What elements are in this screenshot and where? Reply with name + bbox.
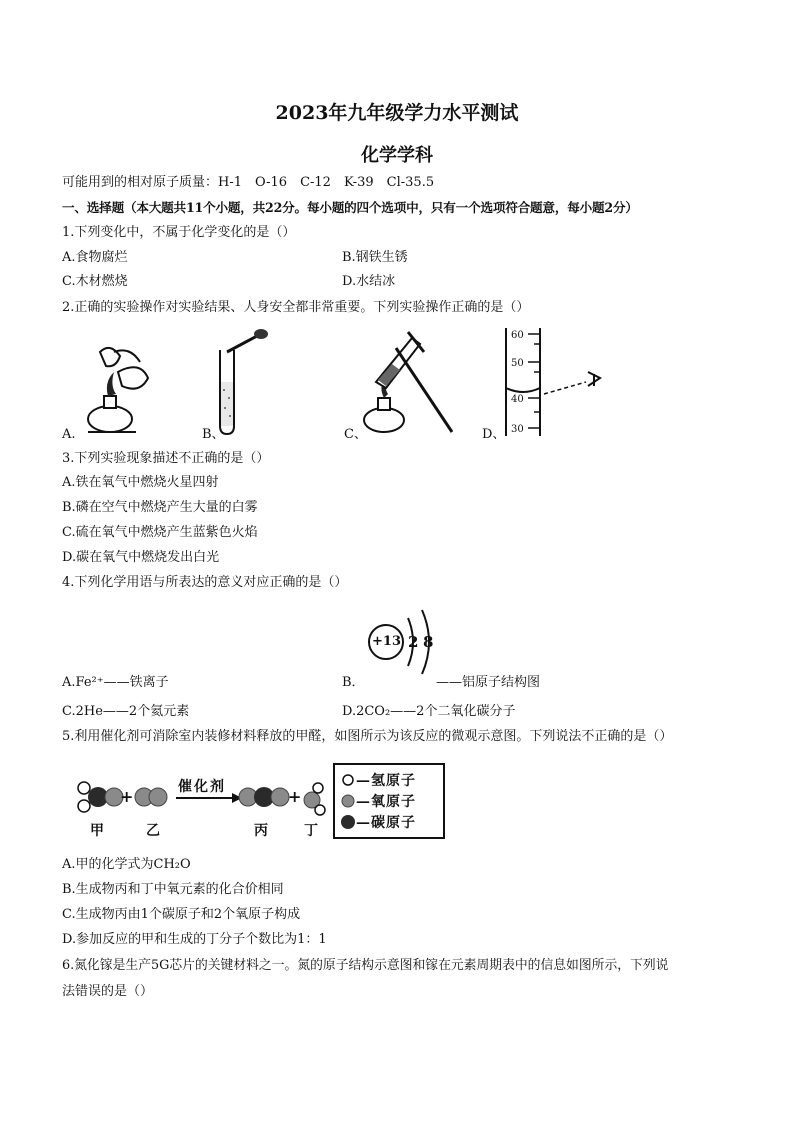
q3-option-b: B.磷在空气中燃烧产生大量的白雾: [62, 500, 258, 515]
q5-option-c: C.生成物丙由1个碳原子和2个氧原子构成: [62, 907, 301, 922]
cylinder-tick-50: 50: [511, 358, 524, 369]
carbon-dioxide-molecule: [239, 787, 289, 807]
atomic-mass-line: 可能用到的相对原子质量：H-1 O-16 C-12 K-39 Cl-35.5: [62, 175, 435, 190]
atom-shell2-label: 8: [423, 633, 434, 651]
q3-option-d: D.碳在氧气中燃烧发出白光: [62, 550, 220, 565]
cylinder-tick-40: 40: [511, 394, 524, 405]
section-heading: 一、选择题（本大题共11个小题，共22分。每小题的四个选项中，只有一个选项符合题意，每小题2分）: [62, 200, 638, 215]
q1-option-d: D.水结冰: [342, 274, 396, 289]
q2-option-b: B、: [202, 427, 225, 442]
q4-option-a: A.Fe²⁺——铁离子: [62, 675, 169, 690]
q5-option-d: D.参加反应的甲和生成的丁分子个数比为1：1: [62, 932, 327, 947]
legend-carbon: —碳原子: [356, 815, 416, 831]
exam-title: 2023年九年级学力水平测试: [275, 102, 519, 124]
q2-stem: 2.正确的实验操作对实验结果、人身安全都非常重要。下列实验操作正确的是（）: [62, 300, 530, 315]
oxygen-molecule: [135, 788, 167, 806]
label-yi: 乙: [146, 823, 160, 839]
cylinder-tick-60: 60: [511, 330, 524, 341]
q3-stem: 3.下列实验现象描述不正确的是（）: [62, 451, 270, 466]
legend-hydrogen: —氢原子: [356, 773, 416, 789]
atom-shell1-label: 2: [408, 633, 419, 651]
q4-option-b: ——铝原子结构图: [436, 675, 541, 690]
atom-nucleus-label: +13: [372, 634, 401, 649]
water-molecule: [304, 783, 325, 815]
q6-stem-line2: 法错误的是（）: [62, 984, 154, 999]
q1-option-b: B.钢铁生锈: [342, 250, 408, 265]
q3-option-a: A.铁在氧气中燃烧火星四射: [62, 475, 219, 490]
exam-subject: 化学学科: [361, 145, 433, 166]
label-bing: 丙: [254, 823, 268, 839]
label-ding: 丁: [304, 823, 318, 839]
formaldehyde-molecule: [78, 782, 123, 812]
legend-oxygen: —氧原子: [356, 794, 416, 810]
q2-figure-b-dropper: [205, 322, 285, 442]
q2-option-a: A.: [62, 427, 76, 442]
catalyst-label: 催化剂: [178, 779, 226, 795]
q5-stem: 5.利用催化剂可消除室内装修材料释放的甲醛，如图所示为该反应的微观示意图。下列说法不正确的是（）: [62, 729, 673, 744]
q1-option-c: C.木材燃烧: [62, 274, 128, 289]
reaction-plus-1: +: [120, 787, 134, 806]
q4-stem: 4.下列化学用语与所表达的意义对应正确的是（）: [62, 575, 348, 590]
q2-figure-c-heating: [356, 322, 466, 442]
q1-option-a: A.食物腐烂: [62, 250, 128, 265]
cylinder-tick-30: 30: [511, 424, 524, 435]
q2-figure-d-cylinder: [490, 324, 610, 442]
q5-option-b: B.生成物丙和丁中氧元素的化合价相同: [62, 882, 284, 897]
q4-option-c: C.2He——2个氦元素: [62, 704, 190, 719]
q5-option-a: A.甲的化学式为CH₂O: [62, 857, 191, 872]
q4-option-b-prefix: B．: [342, 675, 365, 690]
q1-stem: 1.下列变化中，不属于化学变化的是（）: [62, 225, 296, 240]
reaction-plus-2: +: [288, 787, 302, 806]
q2-option-c: C、: [344, 427, 367, 442]
q3-option-c: C.硫在氧气中燃烧产生蓝紫色火焰: [62, 525, 258, 540]
q4-option-d: D.2CO₂——2个二氧化碳分子: [342, 704, 516, 719]
q2-figure-a-lamp-extinguish: [70, 322, 180, 442]
q6-stem-line1: 6.氮化镓是生产5G芯片的关键材料之一。氮的原子结构示意图和镓在元素周期表中的信息如图所示，下列说: [62, 958, 669, 973]
label-jia: 甲: [90, 823, 104, 839]
q2-option-d: D、: [482, 427, 506, 442]
